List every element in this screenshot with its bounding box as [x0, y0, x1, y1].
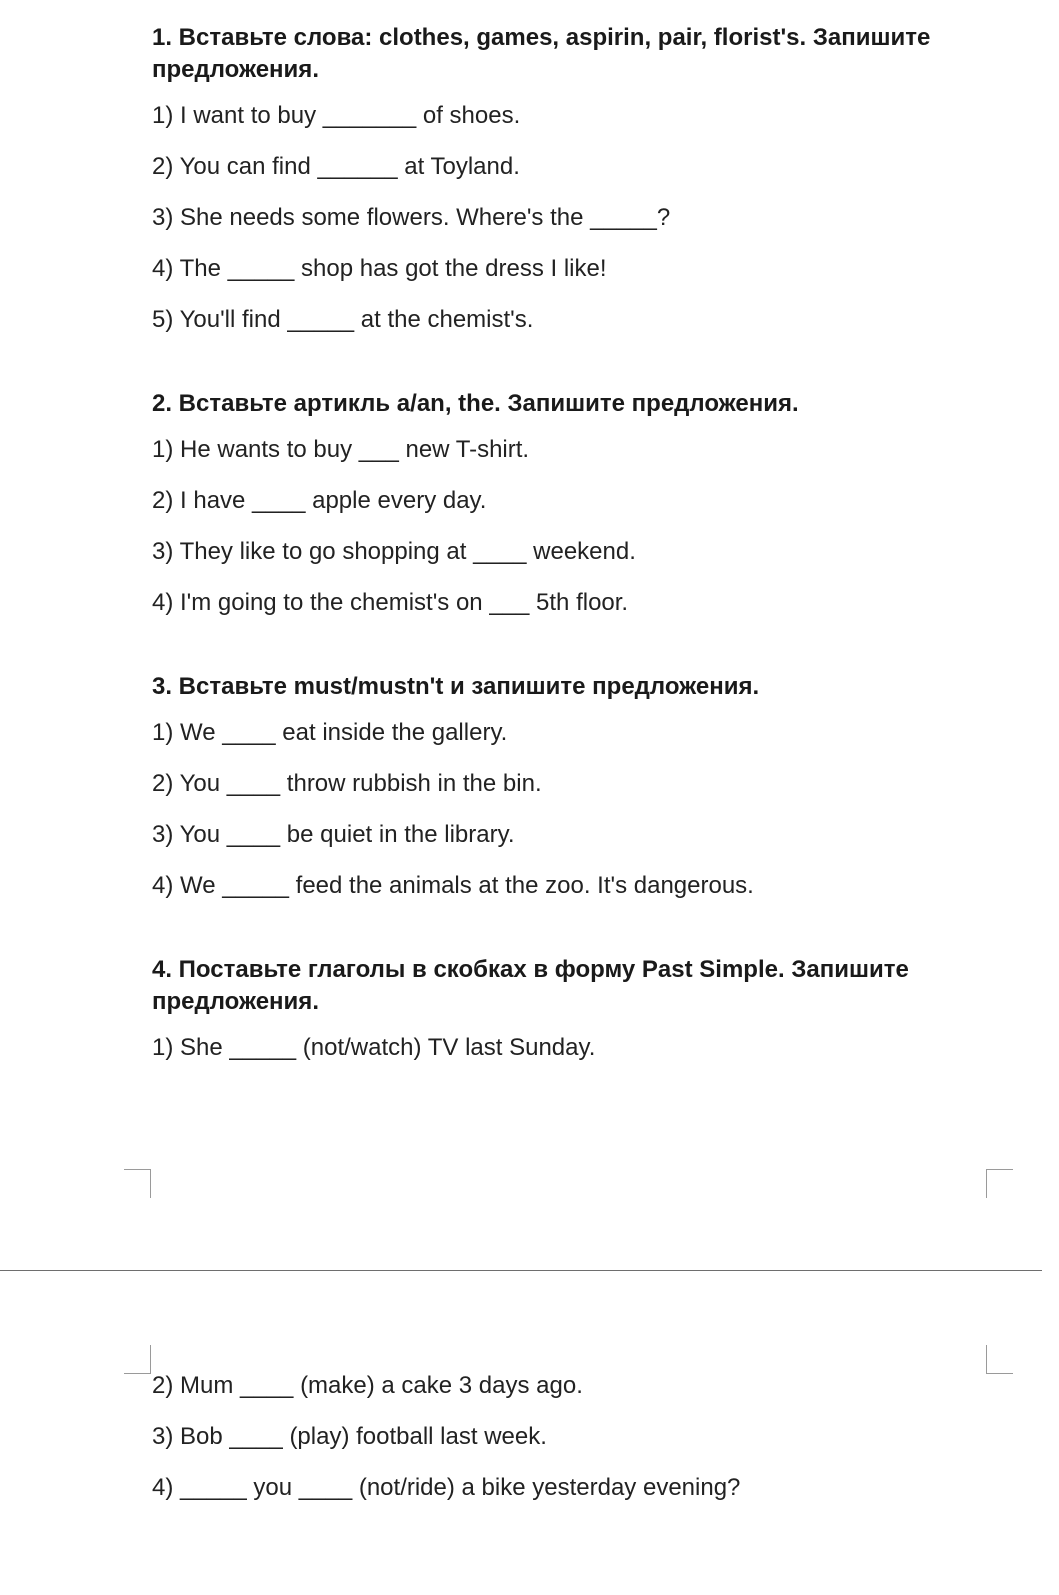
exercise-1-heading-line-1: 1. Вставьте слова: clothes, games, aspirin, pair, florist's. Запишите: [152, 24, 931, 51]
exercise-2-item-3: 3) They like to go shopping at ____ weekend.: [152, 538, 636, 565]
exercise-4-heading: [152, 954, 952, 1018]
exercise-4-item-3: 3) Bob ____ (play) football last week.: [152, 1423, 547, 1450]
exercise-3-item-4: 4) We _____ feed the animals at the zoo. It's dangerous.: [152, 872, 754, 899]
exercise-2-item-2: 2) I have ____ apple every day.: [152, 487, 487, 514]
exercise-1-item-5: 5) You'll find _____ at the chemist's.: [152, 306, 534, 333]
exercise-1-heading: [152, 22, 952, 86]
exercise-3-item-1: 1) We ____ eat inside the gallery.: [152, 719, 508, 746]
exercise-3-heading: 3. Вставьте must/mustn't и запишите предложения.: [152, 673, 760, 700]
document-page-2: [152, 1370, 952, 1523]
exercise-3: [152, 671, 952, 902]
exercise-4: [152, 954, 952, 1064]
exercise-1: [152, 22, 952, 336]
exercise-2-heading: 2. Вставьте артикль a/an, the. Запишите предложения.: [152, 390, 799, 417]
page-2-top-right-margin-mark: [986, 1345, 1013, 1374]
exercise-1-heading-line-2: предложения.: [152, 56, 319, 83]
page-break-divider: [0, 1270, 1042, 1271]
exercise-4-item-1: 1) She _____ (not/watch) TV last Sunday.: [152, 1034, 596, 1061]
exercise-4-item-4: 4) _____ you ____ (not/ride) a bike yesterday evening?: [152, 1474, 741, 1501]
exercise-1-item-3: 3) She needs some flowers. Where's the _____?: [152, 204, 671, 231]
exercise-3-item-3: 3) You ____ be quiet in the library.: [152, 821, 515, 848]
page-1-bottom-right-margin-mark: [986, 1169, 1013, 1198]
exercise-1-item-2: 2) You can find ______ at Toyland.: [152, 153, 520, 180]
exercise-4-item-2: 2) Mum ____ (make) a cake 3 days ago.: [152, 1372, 583, 1399]
document-page-1: [152, 22, 952, 1083]
exercise-4-heading-line-2: предложения.: [152, 988, 319, 1015]
exercise-1-item-1: 1) I want to buy _______ of shoes.: [152, 102, 521, 129]
page-2-top-left-margin-mark: [124, 1345, 151, 1374]
exercise-2-item-4: 4) I'm going to the chemist's on ___ 5th floor.: [152, 589, 629, 616]
exercise-1-item-4: 4) The _____ shop has got the dress I like!: [152, 255, 607, 282]
page-1-bottom-left-margin-mark: [124, 1169, 151, 1198]
exercise-3-item-2: 2) You ____ throw rubbish in the bin.: [152, 770, 542, 797]
exercise-2-item-1: 1) He wants to buy ___ new T-shirt.: [152, 436, 530, 463]
exercise-2: [152, 388, 952, 619]
exercise-4-heading-line-1: 4. Поставьте глаголы в скобках в форму Past Simple. Запишите: [152, 956, 909, 983]
